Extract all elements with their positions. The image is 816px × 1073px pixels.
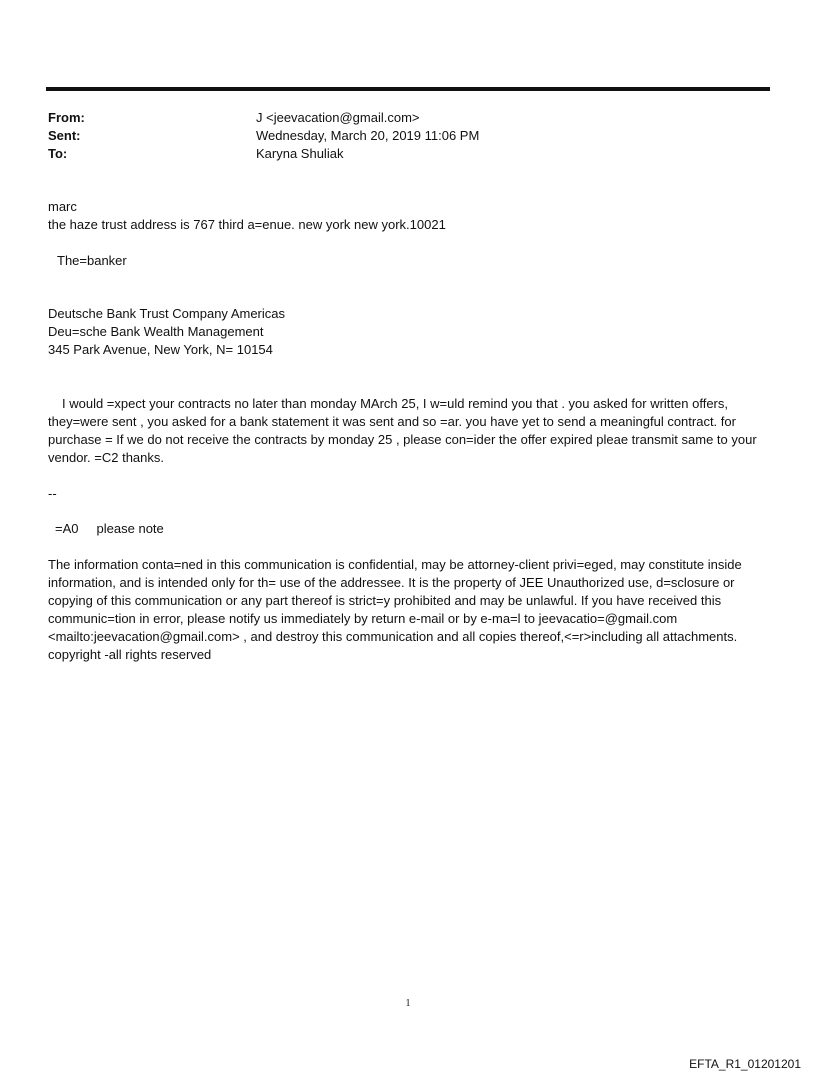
signature-separator: -- [48,486,57,501]
note-line: =A0 please note [55,521,164,536]
sent-value: Wednesday, March 20, 2019 11:06 PM [256,128,480,143]
bank-address: 345 Park Avenue, New York, N= 10154 [48,342,273,357]
to-value: Karyna Shuliak [256,146,344,161]
address-line: the haze trust address is 767 third a=enue. new york new york.10021 [48,217,446,232]
disclaimer-paragraph: The information conta=ned in this communication is confidential, may be attorney-client privi=eged, may constitute inside information, and is intended only for th= use of the addressee. It is the property of JEE Unauthorized use, d=sclosure or copying of this communication or any part thereof is strict=y prohibited and may be unlawful. If you have received this communic=tion in error, please notify us immediately by return e-mail or by e-ma=l to jeevacatio=@gmail.com <mailto:jeevacation@gmail.com> , and destroy this communication and all copies thereof,<=r>including all attachments. copyright -all rights reserved [48,557,742,662]
document-id: EFTA_R1_01201201 [689,1057,801,1071]
sent-label: Sent: [48,128,81,143]
message-paragraph: I would =xpect your contracts no later than monday MArch 25, I w=uld remind you that . you asked for written offers, they=were sent , you asked for a bank statement it was sent and so =ar. you have yet to send a meaningful contract. for purchase = If we do not receive the contracts by monday 25 , please con=ider the offer expired pleae transmit same to your vendor. =C2 thanks. [48,396,757,465]
bank-division: Deu=sche Bank Wealth Management [48,324,264,339]
header-divider [46,87,770,91]
bank-name: Deutsche Bank Trust Company Americas [48,306,285,321]
to-label: To: [48,146,68,161]
banker-line: The=banker [57,253,127,268]
greeting: marc [48,199,77,214]
from-value: J <jeevacation@gmail.com> [256,110,420,125]
page-number: 1 [405,998,411,1009]
from-label: From: [48,110,85,125]
